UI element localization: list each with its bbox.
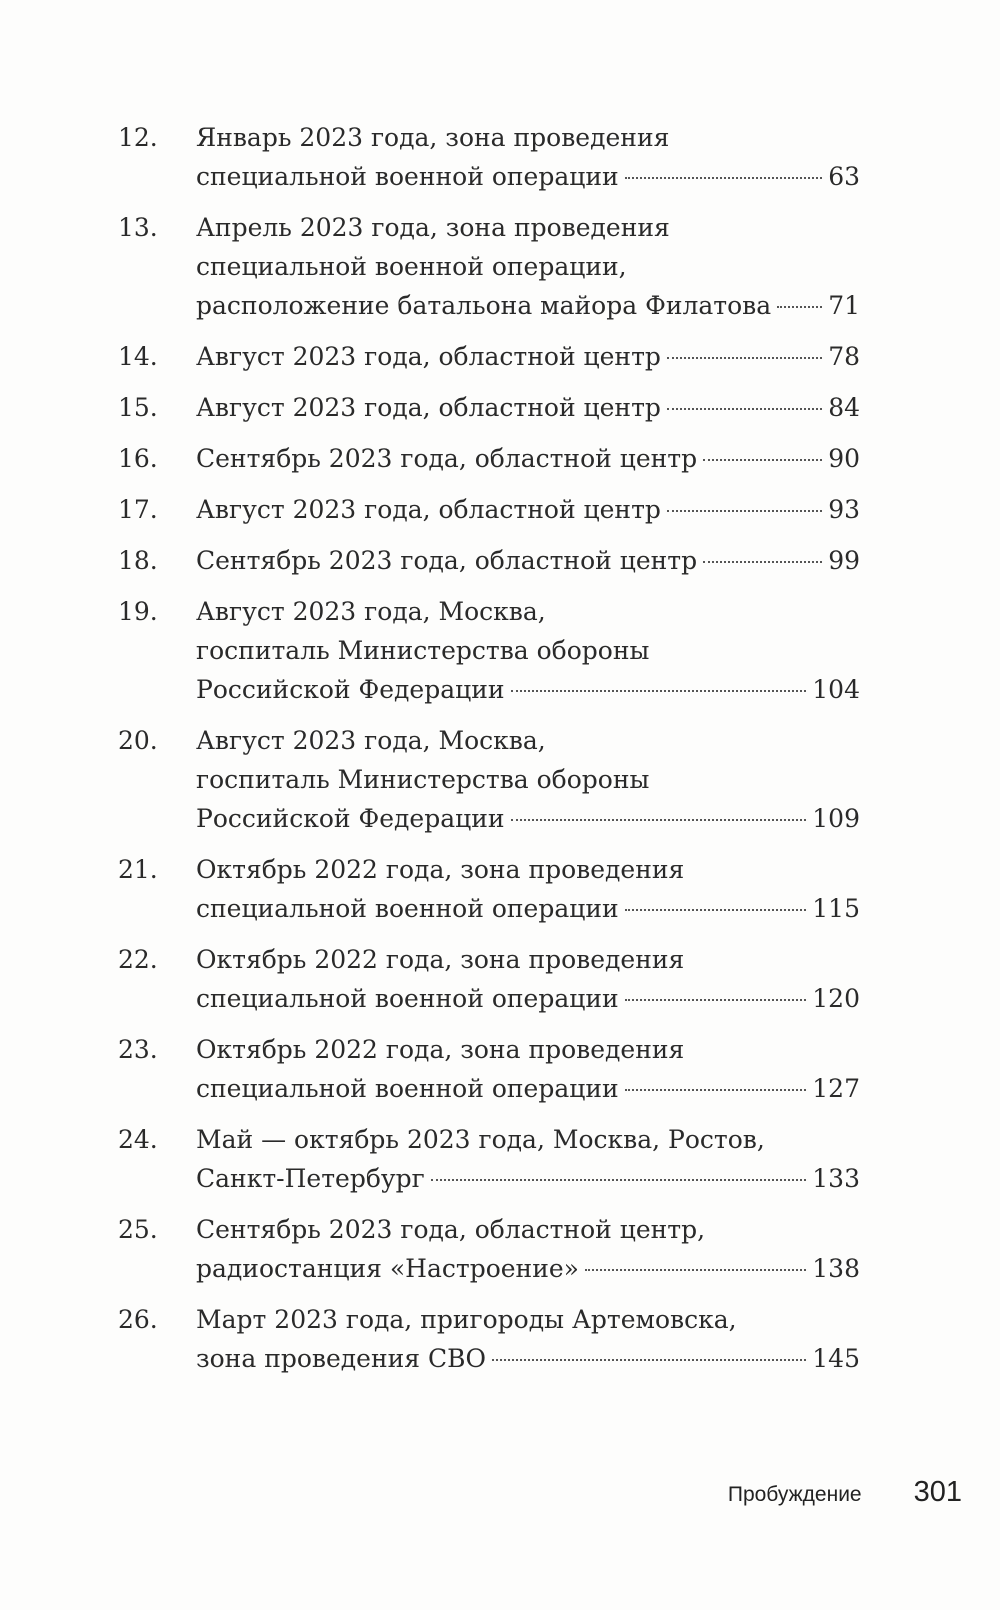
toc-entry xyxy=(118,490,860,529)
toc-entry-line: Российской Федерации xyxy=(196,804,505,833)
toc-entry-number: 22. xyxy=(118,945,158,974)
toc-entry-number: 19. xyxy=(118,597,158,626)
toc-entry-line: Сентябрь 2023 года, областной центр xyxy=(196,546,698,575)
toc-entry-number: 20. xyxy=(118,726,158,755)
toc-entry-line: госпиталь Министерства обороны xyxy=(196,636,650,665)
toc-entry-line: Октябрь 2022 года, зона проведения xyxy=(196,855,685,884)
toc-entry-line: госпиталь Министерства обороны xyxy=(196,765,650,794)
toc-entry-number: 16. xyxy=(118,444,158,473)
toc-entry xyxy=(118,592,860,709)
toc-entry xyxy=(118,721,860,838)
toc-entry-page: 104 xyxy=(812,675,860,704)
toc-entry-title xyxy=(196,388,860,427)
toc-entry-number: 23. xyxy=(118,1035,158,1064)
toc-entry-number: 17. xyxy=(118,495,158,524)
table-of-contents xyxy=(118,118,860,1390)
toc-entry-title xyxy=(196,118,860,196)
toc-entry-title xyxy=(196,592,860,709)
toc-entry-title xyxy=(196,850,860,928)
toc-entry-line: Август 2023 года, Москва, xyxy=(196,726,546,755)
toc-entry-line: Август 2023 года, Москва, xyxy=(196,597,546,626)
dot-leader xyxy=(703,561,822,563)
toc-entry-page: 120 xyxy=(812,984,860,1013)
toc-entry-title xyxy=(196,490,860,529)
toc-entry-line: Январь 2023 года, зона проведения xyxy=(196,123,670,152)
toc-entry xyxy=(118,850,860,928)
toc-entry-page: 145 xyxy=(812,1344,860,1373)
toc-entry-page: 115 xyxy=(812,894,860,923)
dot-leader xyxy=(511,690,807,692)
toc-entry-page: 78 xyxy=(828,342,860,371)
toc-entry-title xyxy=(196,1300,860,1378)
toc-entry-line: Август 2023 года, областной центр xyxy=(196,393,661,422)
toc-entry-line: Сентябрь 2023 года, областной центр, xyxy=(196,1215,706,1244)
toc-entry xyxy=(118,208,860,325)
dot-leader xyxy=(585,1269,806,1271)
toc-entry-page: 90 xyxy=(828,444,860,473)
toc-entry-line: зона проведения СВО xyxy=(196,1344,487,1373)
toc-entry xyxy=(118,541,860,580)
toc-entry-line: специальной военной операции xyxy=(196,894,619,923)
dot-leader xyxy=(667,357,822,359)
toc-entry-title xyxy=(196,439,860,478)
toc-entry-title xyxy=(196,1030,860,1108)
toc-entry-page: 99 xyxy=(828,546,860,575)
toc-entry-page: 63 xyxy=(828,162,860,191)
toc-entry-page: 133 xyxy=(812,1164,860,1193)
toc-entry-number: 13. xyxy=(118,213,158,242)
toc-entry xyxy=(118,1300,860,1378)
dot-leader xyxy=(777,306,822,308)
toc-entry xyxy=(118,337,860,376)
toc-entry-title xyxy=(196,721,860,838)
toc-entry-number: 14. xyxy=(118,342,158,371)
toc-entry xyxy=(118,1120,860,1198)
dot-leader xyxy=(667,510,822,512)
toc-entry-number: 24. xyxy=(118,1125,158,1154)
toc-entry-line: Октябрь 2022 года, зона проведения xyxy=(196,945,685,974)
toc-entry-line: Август 2023 года, областной центр xyxy=(196,495,661,524)
toc-entry xyxy=(118,940,860,1018)
dot-leader xyxy=(431,1179,807,1181)
toc-entry-line: Российской Федерации xyxy=(196,675,505,704)
toc-entry-line: Март 2023 года, пригороды Артемовска, xyxy=(196,1305,737,1334)
toc-entry-number: 18. xyxy=(118,546,158,575)
toc-entry-page: 84 xyxy=(828,393,860,422)
toc-entry-title xyxy=(196,208,860,325)
toc-entry-line: Октябрь 2022 года, зона проведения xyxy=(196,1035,685,1064)
toc-entry-line: Санкт-Петербург xyxy=(196,1164,425,1193)
toc-entry-page: 109 xyxy=(812,804,860,833)
toc-entry-line: Май — октябрь 2023 года, Москва, Ростов, xyxy=(196,1125,765,1154)
toc-entry-line: радиостанция «Настроение» xyxy=(196,1254,579,1283)
toc-entry-line: Апрель 2023 года, зона проведения xyxy=(196,213,670,242)
dot-leader xyxy=(667,408,822,410)
dot-leader xyxy=(625,909,807,911)
toc-entry-page: 138 xyxy=(812,1254,860,1283)
toc-entry xyxy=(118,388,860,427)
toc-entry-line: расположение батальона майора Филатова xyxy=(196,291,772,320)
page-footer xyxy=(728,1476,962,1509)
toc-entry-number: 25. xyxy=(118,1215,158,1244)
toc-entry-number: 21. xyxy=(118,855,158,884)
toc-entry-line: специальной военной операции, xyxy=(196,252,627,281)
running-title: Пробуждение xyxy=(727,1483,862,1506)
dot-leader xyxy=(511,819,807,821)
toc-entry-page: 71 xyxy=(828,291,860,320)
dot-leader xyxy=(625,1089,807,1091)
toc-entry-page: 127 xyxy=(812,1074,860,1103)
toc-entry-title xyxy=(196,541,860,580)
toc-entry-line: специальной военной операции xyxy=(196,984,619,1013)
toc-entry xyxy=(118,118,860,196)
toc-entry-number: 12. xyxy=(118,123,158,152)
toc-entry-title xyxy=(196,1210,860,1288)
toc-entry-line: Сентябрь 2023 года, областной центр xyxy=(196,444,698,473)
toc-entry xyxy=(118,439,860,478)
dot-leader xyxy=(703,459,822,461)
toc-entry-number: 26. xyxy=(118,1305,158,1334)
toc-entry-title xyxy=(196,940,860,1018)
page-number: 301 xyxy=(913,1476,962,1508)
dot-leader xyxy=(625,999,807,1001)
toc-entry-title xyxy=(196,1120,860,1198)
toc-entry-page: 93 xyxy=(828,495,860,524)
toc-entry-number: 15. xyxy=(118,393,158,422)
dot-leader xyxy=(625,177,823,179)
toc-entry xyxy=(118,1210,860,1288)
toc-entry-title xyxy=(196,337,860,376)
toc-entry-line: Август 2023 года, областной центр xyxy=(196,342,661,371)
toc-entry xyxy=(118,1030,860,1108)
toc-entry-line: специальной военной операции xyxy=(196,1074,619,1103)
dot-leader xyxy=(492,1359,806,1361)
toc-entry-line: специальной военной операции xyxy=(196,162,619,191)
